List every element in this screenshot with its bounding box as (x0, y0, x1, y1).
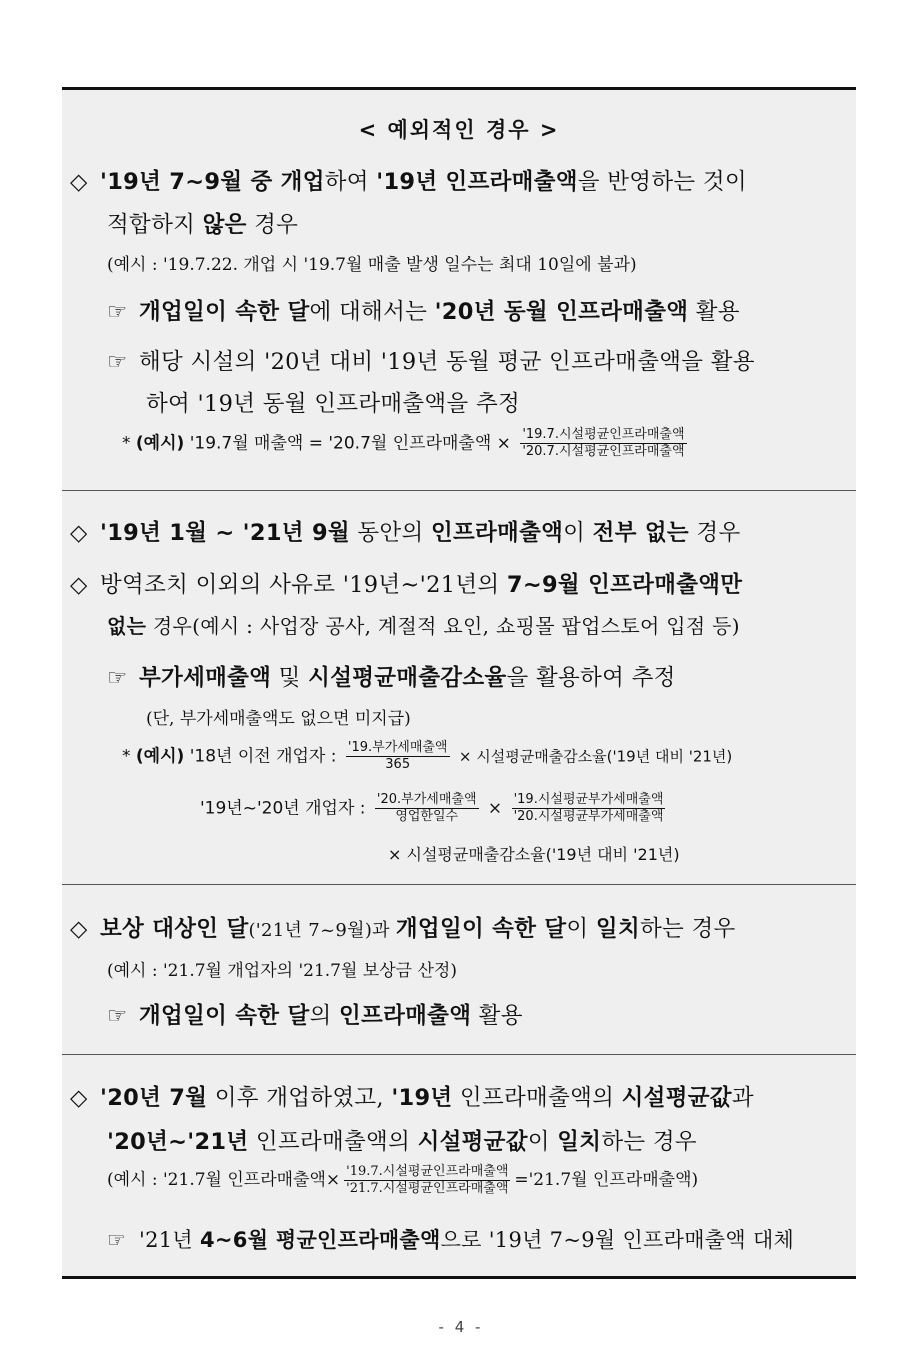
diamond-icon: ◇ (70, 1085, 88, 1111)
pointing-hand-icon: ☞ (107, 1003, 128, 1029)
s1-example: (예시 : '19.7.22. 개업 시 '19.7월 매출 발생 일수는 최대 10일에 불과) (107, 255, 637, 275)
pointing-hand-icon: ☞ (107, 349, 128, 375)
s1-line4: ☞ 개업일이 속한 달에 대해서는 '20년 동월 인프라매출액 활용 (107, 299, 740, 325)
s4-example: (예시 : '21.7월 인프라매출액× $\frac{\text{'19.7.시설평균인프라매출액}}{\text{'21.7.시설평균인프라매출액}}$ ='21.7월 인프라매출액) (107, 1164, 699, 1196)
s2-line4: ☞ 부가세매출액 및 시설평균매출감소율을 활용하여 추정 (107, 665, 676, 691)
pointing-hand-icon: ☞ (107, 665, 128, 691)
section-divider (62, 884, 856, 885)
s4-line1: ◇ '20년 7월 이후 개업하였고, '19년 인프라매출액의 시설평균값과 (70, 1085, 754, 1111)
s1-line2: 적합하지 않은 경우 (107, 212, 299, 238)
s3-example: (예시 : '21.7월 개업자의 '21.7월 보상금 산정) (107, 961, 457, 981)
diamond-icon: ◇ (70, 916, 88, 942)
s2-note: (단, 부가세매출액도 없으면 미지급) (146, 709, 411, 729)
s2-line3: 없는 경우(예시 : 사업장 공사, 계절적 요인, 쇼핑몰 팝업스토어 입점 등) (107, 614, 740, 638)
fraction: $\frac{\text{'19.7.시설평균인프라매출액}}{\text{'20.7.시설평균인프라매출액}}$ (522, 427, 685, 459)
s2-formula1: * (예시) '18년 이전 개업자 : $\frac{\text{'19.부가세매출액}}{365}$ × 시설평균매출감소율('19년 대비 '21년) (122, 740, 733, 772)
s4-line2: '20년~'21년 인프라매출액의 시설평균값이 일치하는 경우 (107, 1129, 697, 1155)
fraction: $\frac{\text{'20.부가세매출액}}{\text{영업한일수}}$ (376, 792, 477, 824)
s3-line3: ☞ 개업일이 속한 달의 인프라매출액 활용 (107, 1003, 523, 1029)
fraction: $\frac{\text{'19.부가세매출액}}{365}$ (347, 740, 448, 772)
pointing-hand-icon: ☞ (107, 299, 128, 325)
exception-cases-box (62, 87, 856, 1279)
s2-formula2: '19년~'20년 개업자 : $\frac{\text{'20.부가세매출액}}{\text{영업한일수}}$ × $\frac{\text{'19.시설평균부가세매출액}}{\text{'20.시설평균부가세매출액}}$ (200, 792, 664, 824)
fraction: $\frac{\text{'19.7.시설평균인프라매출액}}{\text{'21.7.시설평균인프라매출액}}$ (346, 1164, 509, 1196)
diamond-icon: ◇ (70, 169, 88, 195)
s2-formula3: × 시설평균매출감소율('19년 대비 '21년) (388, 845, 680, 864)
pointing-hand-icon: ☞ (107, 1228, 127, 1252)
s1-line1: ◇ '19년 7~9월 중 개업하여 '19년 인프라매출액을 반영하는 것이 (70, 169, 747, 195)
s2-line1: ◇ '19년 1월 ~ '21년 9월 동안의 인프라매출액이 전부 없는 경우 (70, 520, 741, 546)
s1-line5: ☞ 해당 시설의 '20년 대비 '19년 동월 평균 인프라매출액을 활용 (107, 349, 755, 375)
s1-formula: * (예시) '19.7월 매출액 = '20.7월 인프라매출액 × $\frac{\text{'19.7.시설평균인프라매출액}}{\text{'20.7.시설평균인프라매출액}}$ (122, 427, 685, 459)
section-divider (62, 490, 856, 491)
s3-line1: ◇ 보상 대상인 달('21년 7~9월)과 개업일이 속한 달이 일치하는 경우 (70, 916, 736, 942)
diamond-icon: ◇ (70, 520, 88, 546)
s2-line2: ◇ 방역조치 이외의 사유로 '19년~'21년의 7~9월 인프라매출액만 (70, 572, 743, 598)
section-divider (62, 1054, 856, 1055)
diamond-icon: ◇ (70, 572, 88, 598)
fraction: $\frac{\text{'19.시설평균부가세매출액}}{\text{'20.시설평균부가세매출액}}$ (513, 792, 664, 824)
page-number: - 4 - (438, 1318, 484, 1336)
s4-line4: ☞ '21년 4~6월 평균인프라매출액으로 '19년 7~9월 인프라매출액 대체 (107, 1228, 795, 1252)
s1-line6: 하여 '19년 동월 인프라매출액을 추정 (146, 391, 521, 417)
box-title: < 예외적인 경우 > (358, 118, 560, 142)
